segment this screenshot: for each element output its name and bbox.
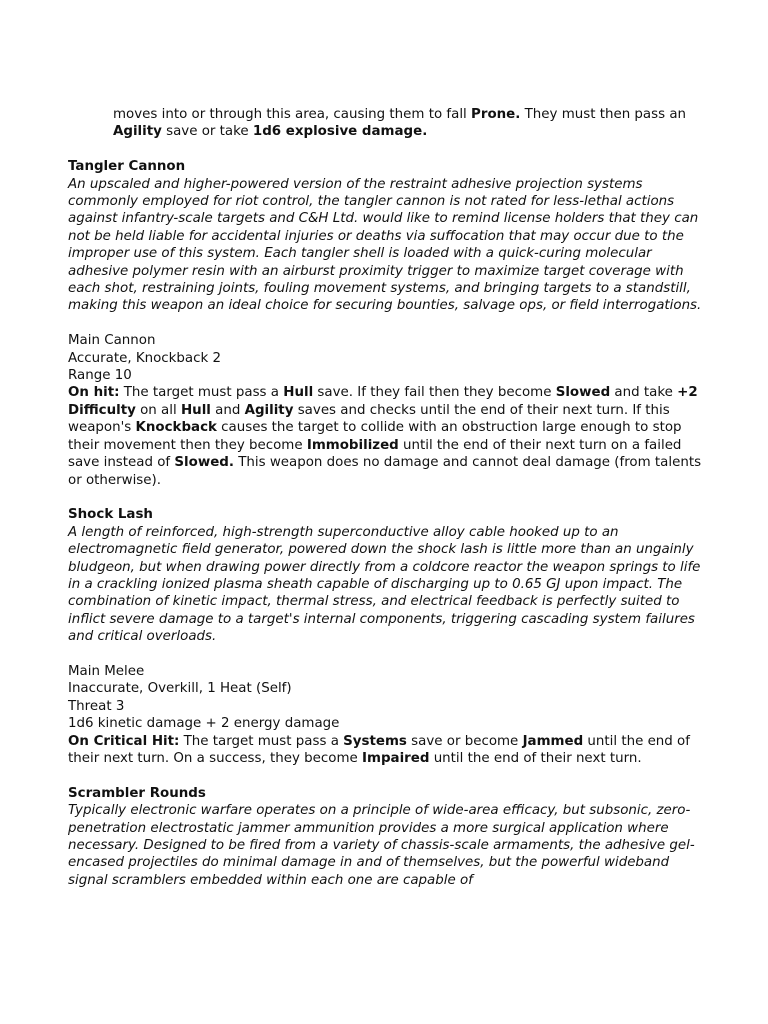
bold-term: Agility [244, 402, 294, 418]
shock-lash-section [68, 506, 708, 767]
tangler-cannon-title: Tangler Cannon [68, 159, 186, 175]
bold-term: Knockback [135, 420, 217, 436]
shock-lash-lore: A length of reinforced, high-strength superconductive alloy cable hooked up to an electromagnetic field generator, powered down the shock lash is little more than an ungainly bludgeon, but when drawing power directly from a coldcore reactor the weapon springs to life in a crackling ionized plasma sheath capable of discharging up to 0.65 GJ upon impact. The combination of kinetic impact, thermal stress, and electrical feedback is perfectly suited to inflict severe damage to a target's internal components, triggering cascading system failures and critical overloads. [68, 524, 701, 645]
spacer [68, 489, 708, 506]
scrambler-rounds-title: Scrambler Rounds [68, 785, 206, 801]
text-run: causes the target to collide with an obstruction large enough to stop their movement then they become [68, 420, 682, 453]
text-run: and [210, 402, 245, 418]
text-run: and take [610, 385, 678, 401]
text-run: They must then pass an [520, 107, 687, 122]
text-run: The target must pass a [119, 385, 284, 401]
tangler-cannon-mount: Main Cannon [68, 333, 156, 349]
spacer [68, 315, 708, 332]
tangler-cannon-section [68, 158, 708, 489]
bold-term: On Critical Hit: [68, 733, 180, 749]
bold-term: Agility [113, 124, 162, 140]
tangler-cannon-effect [68, 384, 708, 488]
shock-lash-mount: Main Melee [68, 663, 145, 679]
text-run: saves and checks until the end of their next turn. If this weapon's [68, 402, 670, 436]
document-body [68, 106, 708, 889]
bold-term: Slowed. [174, 455, 234, 471]
shock-lash-damage: 1d6 kinetic damage + 2 energy damage [68, 716, 340, 732]
spacer [68, 141, 708, 158]
scrambler-rounds-lore: Typically electronic warfare operates on a principle of wide-area efficacy, but subsonic, zero-penetration electrostatic jammer ammunition provides a more surgical application where necessary. Designed to be fired from a variety of chassis-scale armaments, the adhesive gel-encased projectiles do minimal damage in and of themselves, but the powerful wideband signal scramblers embedded within each one are capable of [68, 803, 695, 888]
bold-term: Systems [343, 733, 407, 749]
spacer [68, 646, 708, 663]
spacer [68, 767, 708, 784]
tangler-cannon-lore: An upscaled and higher-powered version of the restraint adhesive projection systems commonly employed for riot control, the tangler cannon is not rated for less-lethal actions against infantry-scale targets and C&H Ltd. would like to remind license holders that they can not be held liable for accidental injuries or deaths via suffocation that may occur due to the improper use of this system. Each tangler shell is loaded with a quick-curing molecular adhesive polymer resin with an airburst proximity trigger to maximize target coverage with each shot, restraining joints, fouling movement systems, and bringing targets to a standstill, making this weapon an ideal choice for securing bounties, salvage ops, or field interrogations. [68, 176, 702, 314]
text-run: until the end of their next turn. [429, 750, 642, 766]
text-run: save. If they fail then they become [313, 385, 556, 401]
shock-lash-tags: Inaccurate, Overkill, 1 Heat (Self) [68, 681, 292, 697]
shock-lash-title: Shock Lash [68, 507, 153, 523]
scrambler-rounds-section [68, 785, 708, 889]
tangler-cannon-tags: Accurate, Knockback 2 [68, 350, 222, 366]
text-run: This weapon does no damage and cannot deal damage (from talents or otherwise). [68, 455, 702, 488]
shock-lash-threat: Threat 3 [68, 698, 125, 714]
bold-term: Hull [180, 402, 211, 418]
text-run: save or become [406, 733, 523, 749]
shock-lash-effect [68, 733, 708, 768]
text-run: on all [135, 402, 181, 418]
tangler-cannon-range: Range 10 [68, 368, 132, 384]
bold-term: Immobilized [306, 437, 399, 453]
bold-term: Prone. [471, 107, 521, 122]
bold-term: +2 Difficulty [68, 385, 698, 418]
text-run: The target must pass a [179, 733, 344, 749]
text-run: save or take [161, 124, 253, 140]
text-run: until the end of their next turn on a failed save instead of [68, 437, 682, 471]
bold-term: Impaired [362, 750, 430, 766]
intro-paragraph [68, 106, 708, 141]
bold-term: Hull [283, 385, 314, 401]
bold-term: On hit: [68, 385, 120, 401]
bold-term: Jammed [522, 733, 584, 749]
text-run: until the end of their next turn. On a success, they become [68, 733, 690, 766]
text-run: moves into or through this area, causing them to fall [113, 107, 472, 122]
bold-term: 1d6 explosive damage. [252, 124, 428, 140]
bold-term: Slowed [555, 385, 611, 401]
